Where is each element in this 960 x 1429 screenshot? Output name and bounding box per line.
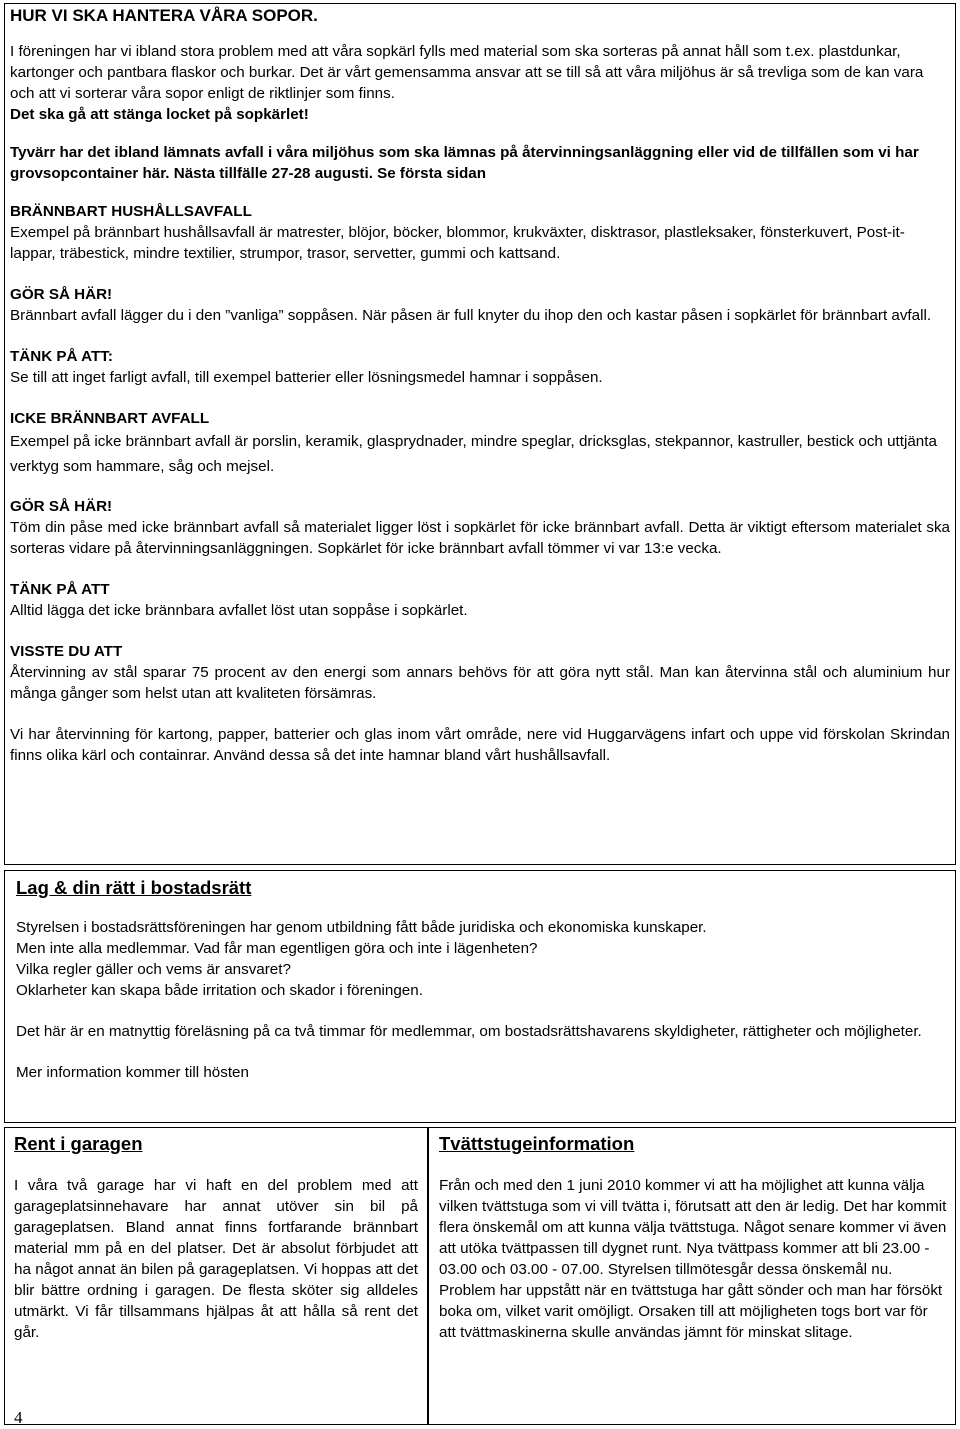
tank-text-1: Se till att inget farligt avfall, till exempel batterier eller lösningsmedel hamnar i soppåsen.: [10, 369, 603, 386]
lag-line-4: Oklarheter kan skapa både irritation och skador i föreningen.: [16, 982, 423, 999]
lag-title: Lag & din rätt i bostadsrätt: [16, 877, 252, 898]
brannbart-heading: BRÄNNBART HUSHÅLLSAVFALL: [10, 203, 252, 220]
page-number: 4: [14, 1408, 23, 1427]
sopor-intro: I föreningen har vi ibland stora problem med att våra sopkärl fylls med material som ska sorteras på annat håll som t.ex. plastdunkar, kartonger och pantbara flaskor och burkar. Det är vårt gemensamma ansvar att se till så att våra miljöhus är så trevliga som de kan vara och att vi sorterar våra sopor enligt de riktlinjer som finns.: [10, 43, 924, 102]
tank-heading-2: TÄNK PÅ ATT: [10, 581, 110, 598]
visste-heading: VISSTE DU ATT: [10, 643, 123, 660]
garage-text: I våra två garage har vi haft en del problem med att garageplatsinnehavare har annat utöver sin bil på garageplatsen. Bland annat finns fortfarande brännbart material mm på en del platser. Det är absolut förbjudet att ha något annat än bilen på garageplatsen. Vi hoppas att det blir bättre ordning i garagen. De flesta sköter sig alldeles utmärkt. Vi får tillsammans hjälpas åt att hålla så rent det går.: [14, 1177, 418, 1341]
gor-text-2: Töm din påse med icke brännbart avfall så materialet ligger löst i sopkärlet för icke brännbart avfall. Detta är viktigt eftersom materialet ska sorteras vidare på återvinningsanläggningen. Sopkärlet för icke brännbart avfall tömmer vi var 13:e vecka.: [10, 519, 950, 557]
lag-line-2: Men inte alla medlemmar. Vad får man egentligen göra och inte i lägenheten?: [16, 940, 538, 957]
lag-line-3: Vilka regler gäller och vems är ansvaret?: [16, 961, 291, 978]
brannbart-text: Exempel på brännbart hushållsavfall är matrester, blöjor, böcker, blommor, krukväxter, disktrasor, plastleksaker, fönsterkuvert, Post-it-lappar, träbestick, mindre textilier, strumpor, trasor, servetter, gummi och kattsand.: [10, 224, 905, 262]
tvatt-text: Från och med den 1 juni 2010 kommer vi att ha möjlighet att kunna välja vilken tvättstuga som vi vill tvätta i, förutsatt att den är ledig. Det har kommit flera önskemål om att kunna välja tvättstuga. Något senare kommer vi även att utöka tvättpassen till dygnet runt. Nya tvättpass kommer att bli 23.00 - 03.00 och 03.00 - 07.00. Styrelsen tillmötesgår dessa önskemål nu. Problem har uppstått när en tvättstuga har gått sönder och man har försökt boka om, vilket varit omöjligt. Orsaken till att möjligheten togs bort var för att tvättmaskinerna skulle användas jämnt för minskat slitage.: [439, 1177, 947, 1341]
icke-text: Exempel på icke brännbart avfall är porslin, keramik, glasprydnader, mindre speglar, dricksglas, stekpannor, kastruller, bestick och uttjänta verktyg som hammare, såg och mejsel.: [10, 433, 937, 475]
icke-heading: ICKE BRÄNNBART AVFALL: [10, 410, 210, 427]
tank-heading-1: TÄNK PÅ ATT:: [10, 348, 113, 365]
gor-heading-1: GÖR SÅ HÄR!: [10, 286, 113, 303]
lag-paragraph: Det här är en matnyttig föreläsning på ca två timmar för medlemmar, om bostadsrättshavarens skyldigheter, rättigheter och möjligheter.: [16, 1023, 922, 1040]
garage-title: Rent i garagen: [14, 1133, 143, 1154]
sopor-lock-note: Det ska gå att stänga locket på sopkärlet!: [10, 106, 309, 123]
sopor-section: [10, 6, 950, 766]
visste-text: Återvinning av stål sparar 75 procent av den energi som annars behövs för att göra nytt stål. Man kan återvinna stål och aluminium hur många gånger som helst utan att kvaliteten försämras.: [10, 664, 950, 702]
gor-heading-2: GÖR SÅ HÄR!: [10, 498, 113, 515]
tank-text-2: Alltid lägga det icke brännbara avfallet löst utan soppåse i sopkärlet.: [10, 602, 468, 619]
lag-more-info: Mer information kommer till hösten: [16, 1064, 249, 1081]
lag-line-1: Styrelsen i bostadsrättsföreningen har genom utbildning fått både juridiska och ekonomiska kunskaper.: [16, 919, 707, 936]
sopor-title: HUR VI SKA HANTERA VÅRA SOPOR.: [10, 6, 318, 25]
tvatt-section: [439, 1133, 948, 1343]
garage-section: [14, 1133, 418, 1343]
sopor-waste-note: Tyvärr har det ibland lämnats avfall i våra miljöhus som ska lämnas på återvinningsanläggning eller vid de tillfällen som vi har grovsopcontainer här. Nästa tillfälle 27-28 augusti. Se första sidan: [10, 144, 919, 182]
lag-section: [16, 877, 946, 1083]
gor-text-1: Brännbart avfall lägger du i den ”vanliga” soppåsen. När påsen är full knyter du ihop den och kastar påsen i sopkärlet för brännbart avfall.: [10, 307, 932, 324]
atervinning-text: Vi har återvinning för kartong, papper, batterier och glas inom vårt område, nere vid Huggarvägens infart och uppe vid förskolan Skrindan finns olika kärl och containrar. Använd dessa så det inte hamnar bland vårt hushållsavfall.: [10, 726, 950, 764]
tvatt-title: Tvättstugeinformation: [439, 1133, 635, 1154]
